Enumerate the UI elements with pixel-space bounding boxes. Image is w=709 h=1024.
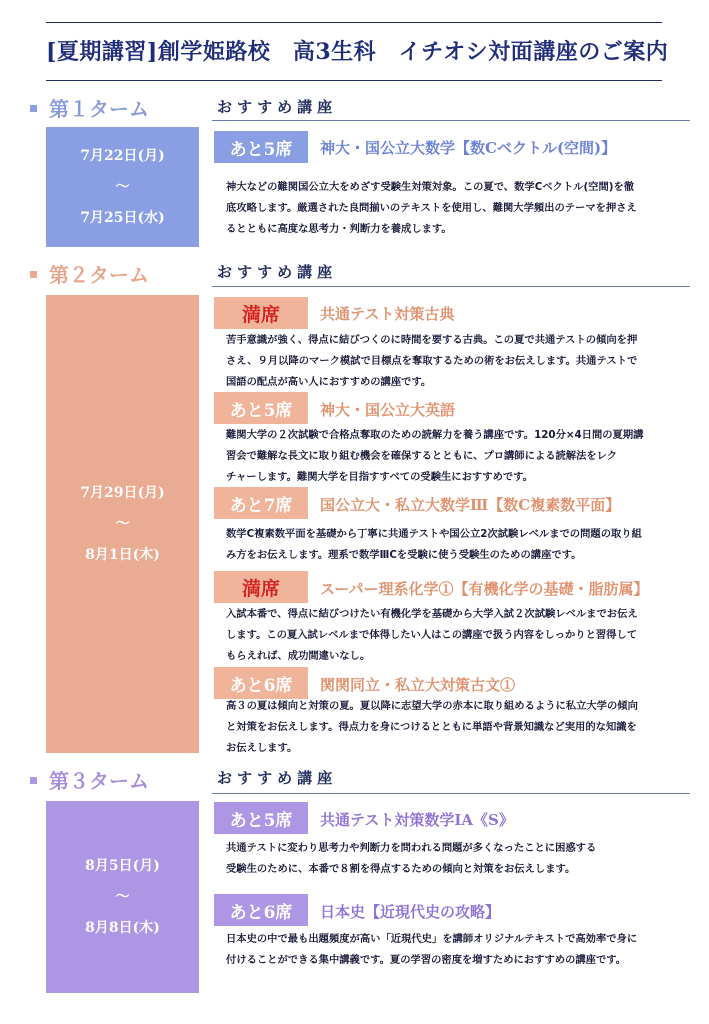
- term-2-date-start: 7月29日(月): [80, 484, 165, 501]
- desc-line: 高３の夏は傾向と対策の夏。夏以降に志望大学の赤本に取り組めるように私立大学の傾向: [226, 700, 638, 712]
- desc-line: 神大などの難関国公立大をめざす受験生対策対象。この夏で、数学Cベクトル(空間)を徹: [226, 181, 635, 193]
- term-3-date-tilde: 〜: [115, 888, 130, 905]
- desc-line: 国語の配点が高い人におすすめの講座です。: [226, 376, 432, 388]
- term-3-date-end: 8月8日(木): [85, 919, 160, 936]
- term-3-recommend-heading: おすすめ講座: [217, 769, 338, 787]
- seat-badge: あと5席: [214, 802, 308, 834]
- term-3-date-box: [46, 801, 199, 993]
- term-1-heading-text: 第１ターム: [49, 97, 149, 121]
- seat-badge: あと6席: [214, 667, 308, 699]
- term-3-heading: [30, 765, 149, 794]
- course-description: [226, 604, 664, 667]
- course-title: スーパー理系化学①【有機化学の基礎・脂肪属】: [320, 580, 649, 598]
- course-title: 神大・国公立大英語: [320, 401, 456, 419]
- term-1-date-box: [46, 127, 199, 247]
- term-1-recommend-heading: おすすめ講座: [217, 98, 338, 116]
- term-2-date-end: 8月1日(木): [85, 546, 160, 563]
- term-2-heading: [30, 259, 149, 288]
- desc-line: 習会で難解な長文に取り組む機会を確保するとともに、プロ講師による読解法をレク: [226, 450, 618, 462]
- term-3-date-start: 8月5日(月): [85, 857, 160, 874]
- desc-line: と対策をお伝えします。得点力を身につけるとともに単語や背景知識など実用的な知識を: [226, 721, 637, 733]
- desc-line: 入試本番で、得点に結びつけたい有機化学を基礎から大学入試２次試験レベルまでお伝え: [226, 608, 638, 620]
- course-description: [226, 838, 664, 880]
- desc-line: さえ、９月以降のマーク模試で目標点を奪取するための術をお伝えします。共通テストで: [226, 355, 638, 367]
- course-title: 日本史【近現代史の攻略】: [320, 903, 501, 921]
- desc-line: るとともに高度な思考力・判断力を養成します。: [226, 223, 452, 235]
- desc-line: 苦手意識が強く、得点に結びつくのに時間を要する古典。この夏で共通テストの傾向を押: [226, 334, 638, 346]
- term-1-date-end: 7月25日(水): [80, 209, 165, 226]
- course-title: 共通テスト対策古典: [320, 305, 455, 323]
- desc-line: チャーします。難関大学を目指すすべての受験生におすすめです。: [226, 471, 533, 483]
- term-1-date-tilde: 〜: [115, 178, 130, 195]
- seat-badge: あと5席: [214, 131, 308, 163]
- desc-line: 受験生のために、本番で８割を得点するための傾向と対策をお伝えします。: [226, 863, 576, 875]
- term-1-bullet-icon: [30, 105, 37, 112]
- desc-line: 共通テストに変わり思考力や判断力を問われる問題が多くなったことに困惑する: [226, 842, 597, 854]
- seat-badge: あと5席: [214, 392, 308, 424]
- course-description: [226, 425, 664, 488]
- seat-badge-full: 満席: [214, 571, 308, 603]
- term-2-date-tilde: 〜: [115, 515, 130, 532]
- desc-line: み方をお伝えします。理系で数学ⅢCを受験に使う受験生のための講座です。: [226, 549, 582, 561]
- term-3-recommend-rule: [212, 793, 690, 794]
- desc-line: します。この夏入試レベルまで体得したい人はこの講座で扱う内容をしっかりと習得して: [226, 629, 638, 641]
- seat-badge-full: 満席: [214, 297, 308, 329]
- course-title: 国公立大・私立大数学Ⅲ【数C複素数平面】: [320, 496, 621, 514]
- term-3-heading-text: 第３ターム: [49, 769, 149, 793]
- course-title: 関関同立・私立大対策古文①: [320, 676, 516, 694]
- term-2-recommend-heading: おすすめ講座: [217, 263, 338, 281]
- course-description: [226, 696, 664, 759]
- course-title: 共通テスト対策数学ⅠA《S》: [320, 811, 514, 829]
- desc-line: もらえれば、成功間違いなし。: [226, 650, 371, 662]
- term-2-recommend-rule: [212, 286, 690, 287]
- title-bottom-rule: [46, 80, 662, 81]
- desc-line: 日本史の中で最も出題頻度が高い「近現代史」を講師オリジナルテキストで高効率で身に: [226, 933, 638, 945]
- term-1-date-start: 7月22日(月): [80, 147, 165, 164]
- desc-line: 底攻略します。厳選された良問揃いのテキストを使用し、難関大学頻出のテーマを押さえ: [226, 202, 637, 214]
- course-description: [226, 524, 664, 566]
- desc-line: 難関大学の２次試験で合格点奪取のための読解力を養う講座です。120分×4日間の夏期講: [226, 429, 644, 441]
- term-2-heading-text: 第２ターム: [49, 263, 149, 287]
- page-title: [夏期講習]創学姫路校 高3生科 イチオシ対面講座のご案内: [46, 39, 669, 65]
- term-1-recommend-rule: [212, 120, 690, 121]
- desc-line: 数学C複素数平面を基礎から丁寧に共通テストや国公立2次試験レベルまでの問題の取り組: [226, 528, 642, 540]
- desc-line: お伝えします。: [226, 742, 298, 754]
- course-description: [226, 929, 664, 971]
- term-2-date-box: [46, 295, 199, 753]
- course-title: 神大・国公立大数学【数Cベクトル(空間)】: [320, 139, 617, 157]
- seat-badge: あと6席: [214, 894, 308, 926]
- desc-line: 付けることができる集中講義です。夏の学習の密度を増すためにおすすめの講座です。: [226, 954, 627, 966]
- course-description: [226, 177, 664, 240]
- seat-badge: あと7席: [214, 487, 308, 519]
- term-3-bullet-icon: [30, 777, 37, 784]
- title-top-rule: [46, 22, 662, 23]
- course-description: [226, 330, 664, 393]
- term-2-bullet-icon: [30, 271, 37, 278]
- term-1-heading: [30, 93, 149, 122]
